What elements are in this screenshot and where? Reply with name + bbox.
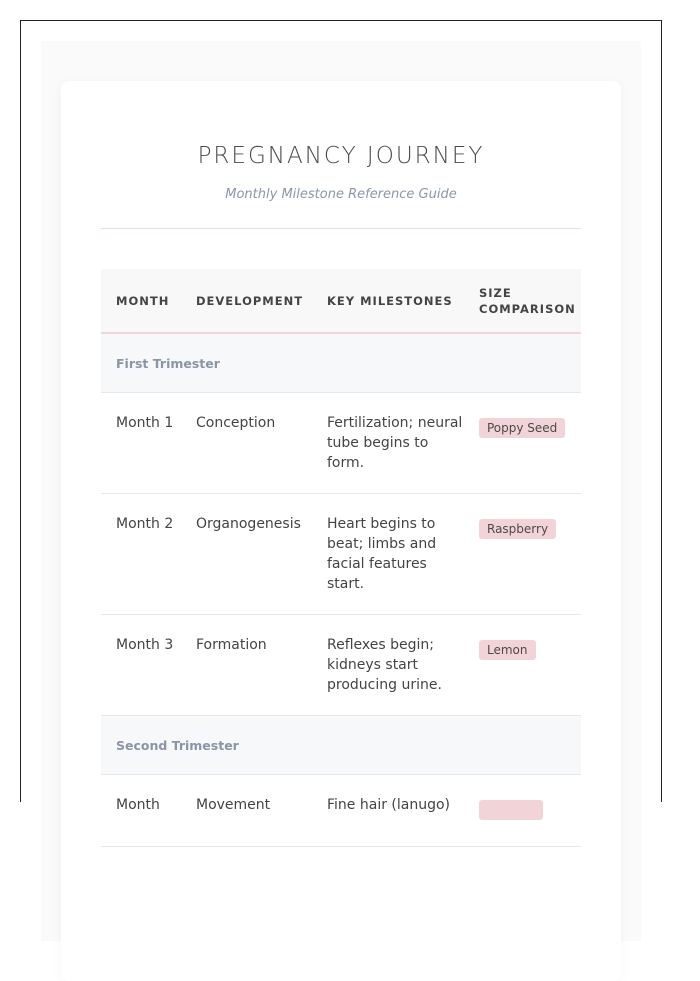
content-card	[61, 81, 621, 981]
size-badge: Poppy Seed	[479, 418, 565, 438]
page-frame	[20, 20, 662, 813]
milestones-cell: Reflexes begin; kidneys start producing urine.	[312, 615, 464, 716]
column-header-size-comparison: SIZE COMPARISON	[464, 269, 581, 333]
size-cell	[464, 615, 581, 716]
milestones-cell: Fertilization; neural tube begins to form.	[312, 393, 464, 494]
column-header-month: MONTH	[101, 269, 181, 333]
trimester-label: First Trimester	[101, 333, 581, 393]
development-cell: Organogenesis	[181, 494, 312, 615]
month-cell: Month	[101, 775, 181, 847]
size-badge	[479, 800, 543, 820]
header-divider	[101, 228, 581, 229]
table-header-row	[101, 269, 581, 333]
size-badge: Lemon	[479, 640, 536, 660]
column-header-key-milestones: KEY MILESTONES	[312, 269, 464, 333]
month-cell: Month 1	[101, 393, 181, 494]
table-row	[101, 393, 581, 494]
background-panel	[41, 41, 641, 941]
milestones-cell: Fine hair (lanugo)	[312, 775, 464, 847]
page-subtitle: Monthly Milestone Reference Guide	[225, 187, 457, 202]
size-badge: Raspberry	[479, 519, 556, 539]
column-header-development: DEVELOPMENT	[181, 269, 312, 333]
development-cell: Conception	[181, 393, 312, 494]
milestone-table	[101, 269, 581, 847]
trimester-row	[101, 333, 581, 393]
table-row	[101, 775, 581, 847]
table-row	[101, 494, 581, 615]
size-cell	[464, 775, 581, 847]
development-cell: Formation	[181, 615, 312, 716]
size-cell	[464, 494, 581, 615]
size-cell	[464, 393, 581, 494]
trimester-row	[101, 716, 581, 775]
trimester-label: Second Trimester	[101, 716, 581, 775]
month-cell: Month 2	[101, 494, 181, 615]
milestones-cell: Heart begins to beat; limbs and facial features start.	[312, 494, 464, 615]
page-title: PREGNANCY JOURNEY	[197, 143, 485, 169]
development-cell: Movement	[181, 775, 312, 847]
month-cell: Month 3	[101, 615, 181, 716]
table-row	[101, 615, 581, 716]
